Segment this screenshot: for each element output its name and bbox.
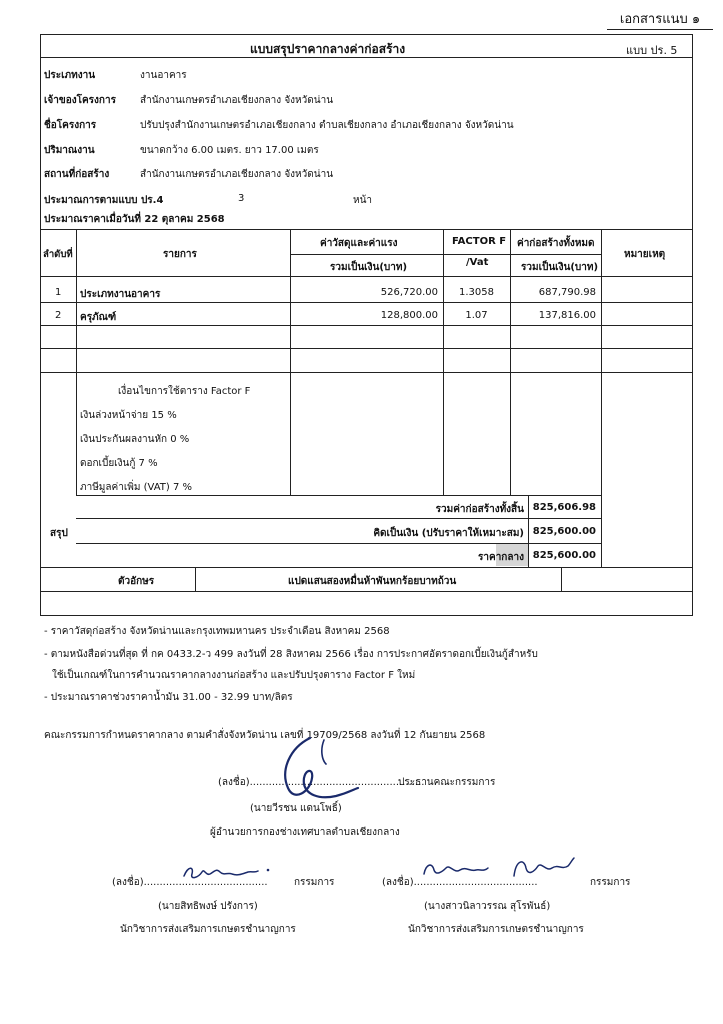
summary-words-value: แปดแสนสองหมื่นห้าพันหกร้อยบาทถ้วน <box>288 576 457 587</box>
condition-interest: ดอกเบี้ยเงินกู้ 7 % <box>80 458 158 469</box>
member1-name: (นายสิทธิพงษ์ ปรังการ) <box>158 901 258 912</box>
estimate-label: ประมาณการตามแบบ ปร.4 <box>44 195 164 206</box>
site-label: สถานที่ก่อสร้าง <box>44 169 110 180</box>
summary-total-label: รวมค่าก่อสร้างทั้งสิ้น <box>435 504 524 515</box>
condition-retention: เงินประกันผลงานหัก 0 % <box>80 434 190 445</box>
member2-sign-line: (ลงชื่อ)....................................... <box>382 877 538 888</box>
member2-name: (นางสาวนิลาวรรณ สุโรพันธ์) <box>424 901 551 912</box>
chair-sign-line: (ลงชื่อ)....................................................... <box>218 777 425 788</box>
quantity-label: ปริมาณงาน <box>44 145 95 156</box>
owner-label: เจ้าของโครงการ <box>44 95 116 106</box>
committee-statement: คณะกรรมการกำหนดราคากลาง ตามคำสั่งจังหวัดน่าน เลขที่ 19709/2568 ลงวันที่ 12 กันยายน 2568 <box>44 730 486 741</box>
site-value: สำนักงานเกษตรอำเภอเชียงกลาง จังหวัดน่าน <box>140 169 334 180</box>
row1-total: 687,790.98 <box>538 287 596 298</box>
project-value: ปรับปรุงสำนักงานเกษตรอำเภอเชียงกลาง ตำบลเชียงกลาง อำเภอเชียงกลาง จังหวัดน่าน <box>140 120 514 131</box>
header-total-cost-sub: รวมเป็นเงิน(บาท) <box>521 262 599 273</box>
row1-item: ประเภทงานอาคาร <box>80 289 161 300</box>
member2-signature <box>420 852 580 884</box>
row2-item: ครุภัณฑ์ <box>80 312 117 323</box>
member1-sign-line: (ลงชื่อ)....................................... <box>112 877 268 888</box>
summary-median-label: ราคากลาง <box>478 552 524 563</box>
price-date: ประมาณราคาเมื่อวันที่ 22 ตุลาคม 2568 <box>44 214 225 225</box>
member2-role: กรรมการ <box>590 877 631 888</box>
header-item: รายการ <box>163 249 197 260</box>
estimate-pages: 3 <box>238 193 245 204</box>
row2-total: 137,816.00 <box>538 310 596 321</box>
header-material-labor-sub: รวมเป็นเงิน(บาท) <box>330 262 408 273</box>
chair-role: ประธานคณะกรรมการ <box>398 777 496 788</box>
note-material-prices: - ราคาวัสดุก่อสร้าง จังหวัดน่านและกรุงเทพมหานคร ประจำเดือน สิงหาคม 2568 <box>44 626 390 637</box>
quantity-value: ขนาดกว้าง 6.00 เมตร. ยาว 17.00 เมตร <box>140 145 319 156</box>
summary-total-value: 825,606.98 <box>532 502 596 513</box>
row2-no: 2 <box>55 310 62 321</box>
note-letter-ref: - ตามหนังสือด่วนที่สุด ที่ กค 0433.2-ว 499 ลงวันที่ 28 สิงหาคม 2566 เรื่อง การประกาศอัตราดอกเบี้ยเงินกู้สำหรับ <box>44 649 538 660</box>
owner-value: สำนักงานเกษตรอำเภอเชียงกลาง จังหวัดน่าน <box>140 95 334 106</box>
form-title: แบบสรุปราคากลางค่าก่อสร้าง <box>250 42 406 56</box>
condition-vat: ภาษีมูลค่าเพิ่ม (VAT) 7 % <box>80 482 193 493</box>
summary-rounded-label: คิดเป็นเงิน (ปรับราคาให้เหมาะสม) <box>373 528 524 539</box>
row2-factor: 1.07 <box>465 310 488 321</box>
header-factor: FACTOR F <box>452 236 507 247</box>
row1-factor: 1.3058 <box>459 287 494 298</box>
row1-amount: 526,720.00 <box>380 287 438 298</box>
chair-name: (นายวีรชน แดนโพธิ์) <box>250 803 342 814</box>
summary-median-value: 825,600.00 <box>532 550 596 561</box>
row2-amount: 128,800.00 <box>380 310 438 321</box>
note-letter-ref-cont: ใช้เป็นเกณฑ์ในการคำนวณราคากลางงานก่อสร้าง และปรับปรุงตาราง Factor F ใหม่ <box>52 670 416 681</box>
project-label: ชื่อโครงการ <box>44 120 97 131</box>
conditions-title: เงื่อนไขการใช้ตาราง Factor F <box>118 386 251 397</box>
header-material-labor: ค่าวัสดุและค่าแรง <box>320 238 398 249</box>
member2-position: นักวิชาการส่งเสริมการเกษตรชำนาญการ <box>408 924 584 935</box>
summary-label: สรุป <box>50 528 68 539</box>
summary-rounded-value: 825,600.00 <box>532 526 596 537</box>
header-total-cost: ค่าก่อสร้างทั้งหมด <box>517 238 595 249</box>
header-remarks: หมายเหตุ <box>624 249 666 260</box>
header-factor-sub: /Vat <box>466 257 489 268</box>
work-type-value: งานอาคาร <box>140 70 187 81</box>
summary-words-label: ตัวอักษร <box>118 576 155 587</box>
work-type-label: ประเภทงาน <box>44 70 96 81</box>
member1-position: นักวิชาการส่งเสริมการเกษตรชำนาญการ <box>120 924 296 935</box>
condition-advance: เงินล่วงหน้าจ่าย 15 % <box>80 410 177 421</box>
chair-signature <box>240 730 380 810</box>
row1-no: 1 <box>55 287 62 298</box>
chair-position: ผู้อำนวยการกองช่างเทศบาลตำบลเชียงกลาง <box>210 827 400 838</box>
pages-unit: หน้า <box>353 195 373 206</box>
member1-signature <box>180 858 280 886</box>
note-fuel-price: - ประมาณราคาช่วงราคาน้ำมัน 31.00 - 32.99 บาท/ลิตร <box>44 692 293 703</box>
member1-role: กรรมการ <box>294 877 335 888</box>
header-no: ลำดับที่ <box>43 249 73 260</box>
form-code: แบบ ปร. 5 <box>626 44 678 57</box>
document-attachment-tag: เอกสารแนบ ๑ <box>607 8 713 30</box>
